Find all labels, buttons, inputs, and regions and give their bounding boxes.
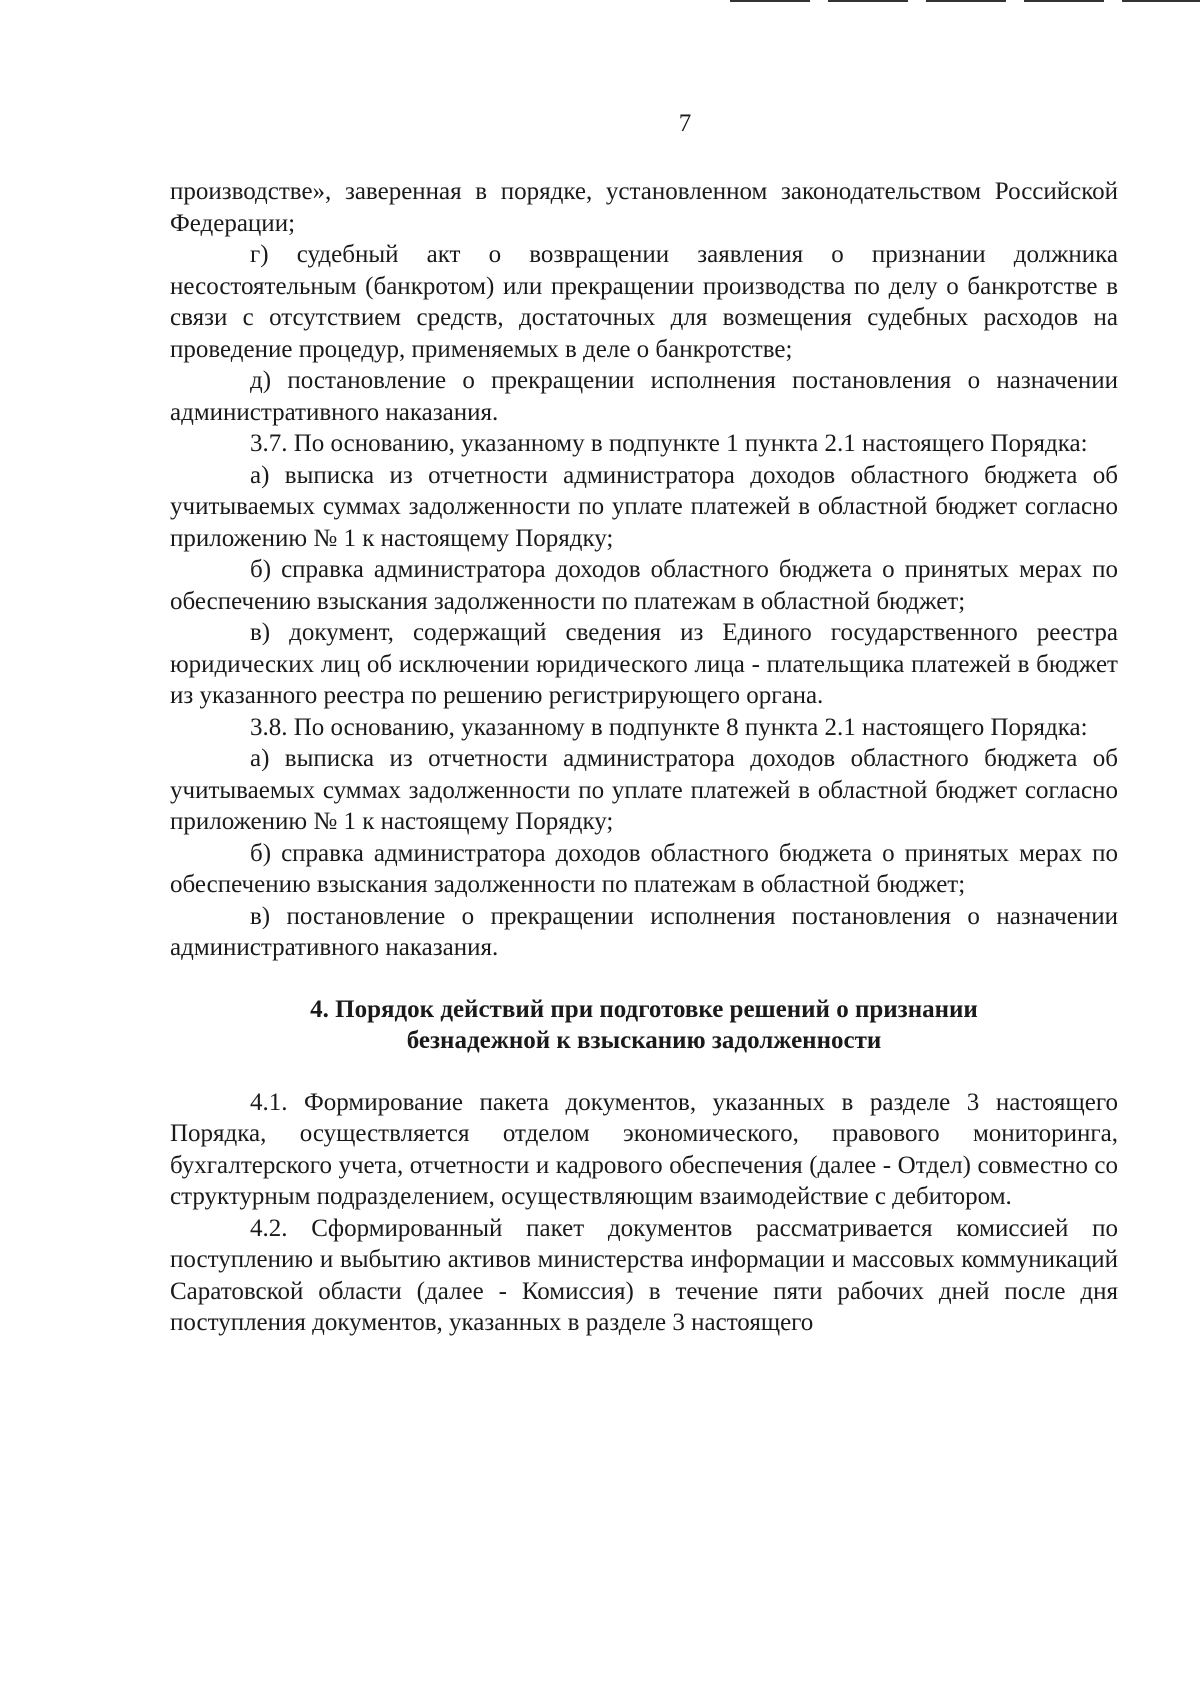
document-body: [170, 176, 1118, 1339]
paragraph: 4.1. Формирование пакета документов, указанных в разделе 3 настоящего Порядка, осуществляется отделом экономического, правового мониторинга, бухгалтерского учета, отчетности и кадрового обеспечения (далее - Отдел) совместно со структурным подразделением, осуществляющим взаимодействие с дебитором.: [170, 1088, 1118, 1210]
paragraph: г) судебный акт о возвращении заявления о признании должника несостоятельным (банкротом) или прекращении производства по делу о банкротстве в связи с отсутствием средств, достаточных для возмещения судебных расходов на проведение процедур, применяемых в деле о банкротстве;: [170, 241, 1118, 363]
paragraph: б) справка администратора доходов областного бюджета о принятых мерах по обеспечению взыскания задолженности по платежам в областной бюджет;: [170, 556, 1118, 615]
paragraphs-after-heading: [170, 1087, 1118, 1339]
page-number: 7: [678, 110, 692, 137]
paragraph: 4.2. Сформированный пакет документов рассматривается комиссией по поступлению и выбытию активов министерства информации и массовых коммуникаций Саратовской области (далее - Комиссия) в течение пяти рабочих дней после дня поступления документов, указанных в разделе 3 настоящего: [170, 1214, 1118, 1336]
top-edge-rule: [730, 0, 1200, 2]
paragraph: в) постановление о прекращении исполнения постановления о назначении административного наказания.: [170, 902, 1118, 961]
paragraph: б) справка администратора доходов областного бюджета о принятых мерах по обеспечению взыскания задолженности по платежам в областной бюджет;: [170, 839, 1118, 898]
section-heading-line-1: 4. Порядок действий при подготовке решений о признании: [310, 995, 978, 1023]
paragraph: производстве», заверенная в порядке, установленном законодательством Российской Федерации;: [170, 178, 1118, 237]
paragraphs-before-heading: [170, 176, 1118, 964]
section-heading: [170, 994, 1118, 1057]
paragraph: в) документ, содержащий сведения из Единого государственного реестра юридических лиц об исключении юридического лица - плательщика платежей в бюджет из указанного реестра по решению регистрирующего органа.: [170, 619, 1118, 709]
paragraph: 3.7. По основанию, указанному в подпункте 1 пункта 2.1 настоящего Порядка:: [250, 430, 1088, 457]
paragraph: 3.8. По основанию, указанному в подпункте 8 пункта 2.1 настоящего Порядка:: [250, 713, 1088, 741]
paragraph: а) выписка из отчетности администратора доходов областного бюджета об учитываемых суммах задолженности по уплате платежей в областной бюджет согласно приложению № 1 к настоящему Порядку;: [170, 745, 1118, 835]
paragraph: а) выписка из отчетности администратора доходов областного бюджета об учитываемых суммах задолженности по уплате платежей в областной бюджет согласно приложению № 1 к настоящему Порядку;: [170, 461, 1118, 552]
paragraph: д) постановление о прекращении исполнения постановления о назначении административного наказания.: [170, 367, 1118, 426]
section-heading-line-2: безнадежной к взысканию задолженности: [406, 1027, 882, 1054]
